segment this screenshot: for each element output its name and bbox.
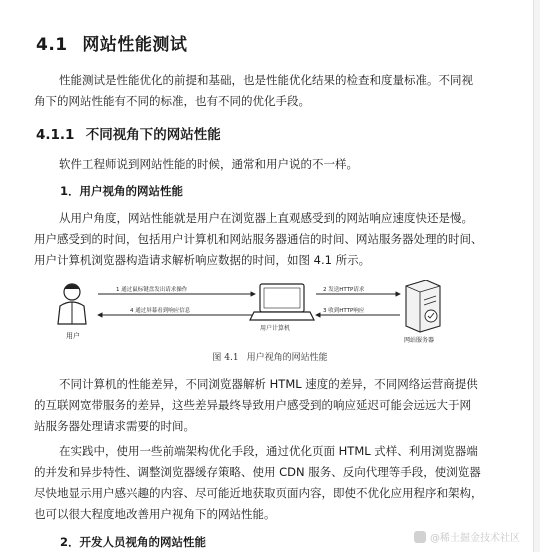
- figure-caption: [0, 350, 540, 363]
- heading-user-perspective: 1．用户视角的网站性能: [60, 184, 184, 198]
- watermark: [414, 529, 520, 544]
- caption-number: 图 4.1: [212, 353, 239, 363]
- section-number: 4.1: [36, 35, 68, 55]
- intro-paragraph: 性能测试是性能优化的前提和基础，也是性能优化结果的检查和度量标准。不同视 角下的网站性能有不同的标准，也有不同的优化手段。: [34, 73, 473, 108]
- step4-label: 4 通过屏幕看到响应信息: [130, 308, 191, 314]
- step1-label: 1 通过鼠标键盘发出请求操作: [116, 287, 188, 293]
- subsection-intro-paragraph: 软件工程师说到网站性能的时候，通常和用户说的不一样。: [59, 157, 358, 171]
- section-heading: [36, 30, 187, 55]
- watermark-text: @稀土掘金技术社区: [430, 533, 520, 544]
- user-perspective-paragraph: 从用户角度，网站性能就是用户在浏览器上直观感受到的网站响应速度快还是慢。 用户感受到的时间，包括用户计算机和网站服务器通信的时间、网站服务器处理的时间、 用户计算机浏览器构造请求解析响应数据的时间，如图 4.1 所示。: [34, 211, 483, 267]
- step2-label: 2 发送HTTP请求: [323, 287, 365, 293]
- section-title: 网站性能测试: [82, 35, 188, 55]
- subsection-title: 不同视角下的网站性能: [85, 127, 221, 143]
- subsection-heading: [36, 123, 221, 143]
- step3-label: 3 收到HTTP响应: [323, 308, 365, 314]
- caption-text: 用户视角的网站性能: [246, 353, 328, 363]
- user-label: 用户: [66, 332, 80, 340]
- laptop-icon: [250, 284, 314, 320]
- figure-user-perspective: [50, 280, 490, 350]
- server-icon: [406, 280, 440, 332]
- watermark-logo-icon: [414, 531, 426, 543]
- practice-paragraph: 在实践中，使用一些前端架构优化手段，通过优化页面 HTML 式样、利用浏览器端 的并发和异步特性、调整浏览器缓存策略、使用 CDN 服务、反向代理等手段，使浏览器 尽快地显示用户感兴趣的内容、尽可能近地获取页面内容，即使不优化应用程序和架构， 也可以很大程度地改善用户视角下的网站性能。: [34, 444, 483, 521]
- server-label: 网站服务器: [404, 337, 435, 344]
- user-icon: [58, 284, 86, 324]
- page-edge-divider: [533, 0, 540, 552]
- differences-paragraph: 不同计算机的性能差异，不同浏览器解析 HTML 速度的差异，不同网络运营商提供 的互联网宽带服务的差异，这些差异最终导致用户感受到的响应延迟可能会远远大于网 站服务器处理请求需要的时间。: [34, 377, 478, 433]
- heading-developer-perspective: 2．开发人员视角的网站性能: [60, 535, 207, 549]
- computer-label: 用户计算机: [260, 325, 291, 332]
- subsection-number: 4.1.1: [36, 127, 75, 143]
